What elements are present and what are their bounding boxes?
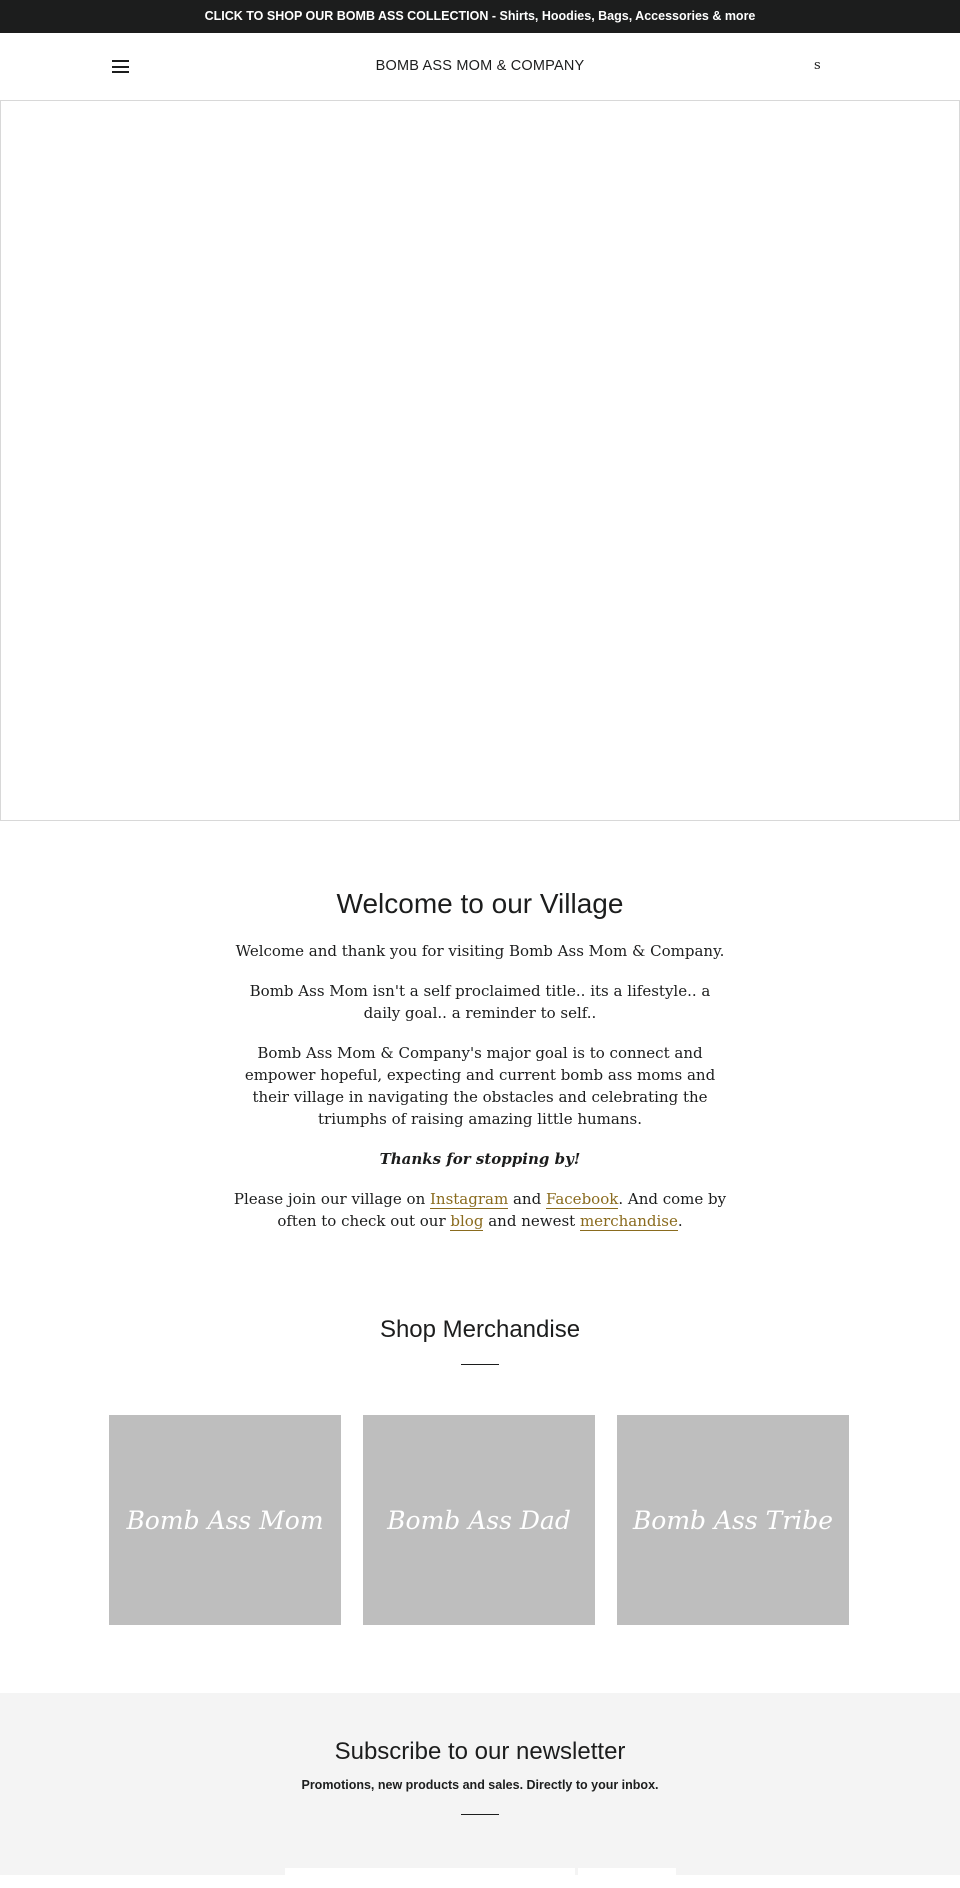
site-logo[interactable]: BOMB ASS MOM & COMPANY	[375, 58, 585, 74]
text: and newest	[483, 1212, 580, 1230]
shop-title: Shop Merchandise	[379, 1316, 581, 1343]
divider	[461, 1814, 499, 1815]
divider	[461, 1364, 499, 1365]
shop-section	[0, 1316, 960, 1365]
search-icon[interactable]: s	[814, 58, 821, 73]
text: Please join our village on	[233, 1190, 430, 1208]
subscribe-button[interactable]	[578, 1868, 676, 1888]
text: and	[508, 1190, 546, 1208]
hero-image	[0, 100, 960, 821]
blog-link[interactable]: blog	[450, 1212, 484, 1230]
facebook-link[interactable]: Facebook	[545, 1190, 619, 1208]
welcome-title: Welcome to our Village	[336, 888, 624, 919]
thanks-text: Thanks for stopping by!	[379, 1150, 581, 1168]
collection-card-dad[interactable]: Bomb Ass Dad	[363, 1415, 595, 1625]
newsletter-subtitle: Promotions, new products and sales. Directly to your inbox.	[301, 1778, 659, 1792]
text: .	[677, 1212, 683, 1230]
email-input[interactable]	[285, 1868, 575, 1888]
welcome-thanks	[230, 1148, 730, 1170]
announcement-bar[interactable]: CLICK TO SHOP OUR BOMB ASS COLLECTION - Shirts, Hoodies, Bags, Accessories & more	[0, 0, 960, 33]
welcome-text: Bomb Ass Mom & Company's major goal is to connect and empower hopeful, expecting and current bomb ass moms and their village in navigating the obstacles and celebrating the triumphs of raising amazing little humans.	[244, 1044, 716, 1128]
instagram-link[interactable]: Instagram	[430, 1190, 509, 1208]
newsletter-title: Subscribe to our newsletter	[334, 1738, 626, 1765]
merchandise-link[interactable]: merchandise	[579, 1212, 678, 1230]
collection-card-tribe[interactable]: Bomb Ass Tribe	[617, 1415, 849, 1625]
text: . And come by often to check out our	[277, 1190, 727, 1230]
welcome-links	[230, 1188, 730, 1232]
newsletter-section	[0, 1693, 960, 1875]
welcome-text: Bomb Ass Mom isn't a self proclaimed title.. its a lifestyle.. a daily goal.. a reminder to self..	[249, 982, 711, 1022]
welcome-section	[230, 888, 730, 1250]
site-header	[0, 33, 960, 100]
welcome-text: Welcome and thank you for visiting Bomb Ass Mom & Company.	[235, 942, 725, 960]
collection-card-mom[interactable]: Bomb Ass Mom	[109, 1415, 341, 1625]
